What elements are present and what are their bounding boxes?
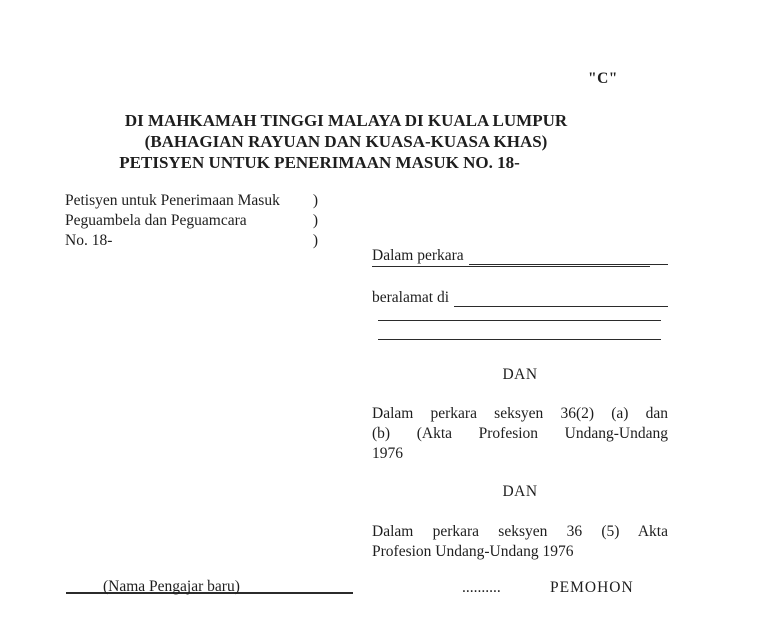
cause-row-number	[65, 231, 318, 251]
exhibit-label: "C"	[588, 70, 618, 87]
blank-line	[372, 253, 650, 267]
dotted-leader: ..........	[462, 579, 501, 596]
paragraph-line: 1976	[372, 445, 403, 462]
title-line-petition-no: PETISYEN UNTUK PENERIMAAN MASUK NO. 18-	[119, 153, 520, 172]
blank-line	[378, 306, 661, 321]
applicant-label: PEMOHON	[550, 579, 634, 596]
paragraph-line: Dalam perkara seksyen 36(2) (a) dan	[372, 405, 668, 422]
and-heading-1: DAN	[502, 366, 538, 383]
address-row	[372, 291, 668, 307]
cause-title-block	[65, 191, 318, 251]
paragraph-line: Profesion Undang-Undang 1976	[372, 543, 574, 560]
cause-row-petition	[65, 191, 318, 211]
matter-paragraph-seksyen-36-5	[372, 522, 668, 562]
cause-row-label: Petisyen untuk Penerimaan Masuk	[65, 192, 280, 209]
closing-paren: )	[312, 212, 318, 229]
paragraph-line: (b) (Akta Profesion Undang-Undang	[372, 425, 668, 442]
and-heading-2: DAN	[502, 483, 538, 500]
closing-paren: )	[312, 232, 318, 249]
address-label: beralamat di	[372, 289, 450, 306]
petitioner-name-line	[66, 578, 353, 594]
matter-paragraph-seksyen-36-2	[372, 404, 668, 464]
title-line-court: DI MAHKAMAH TINGGI MALAYA DI KUALA LUMPUR	[124, 111, 568, 130]
applicant-row	[372, 579, 668, 599]
cause-row-label: No. 18-	[65, 232, 113, 249]
cause-row-advocates	[65, 211, 318, 231]
closing-paren: )	[312, 192, 318, 209]
title-line-division: (BAHAGIAN RAYUAN DAN KUASA-KUASA KHAS)	[144, 132, 548, 151]
cause-row-label: Peguambela dan Peguamcara	[65, 212, 247, 229]
matter-block	[372, 248, 668, 613]
in-the-matter-label: Dalam perkara	[372, 247, 464, 264]
petitioner-name-placeholder: (Nama Pengajar baru)	[103, 578, 240, 595]
document-title	[0, 110, 692, 173]
paragraph-line: Dalam perkara seksyen 36 (5) Akta	[372, 523, 668, 540]
blank-line	[378, 324, 661, 340]
